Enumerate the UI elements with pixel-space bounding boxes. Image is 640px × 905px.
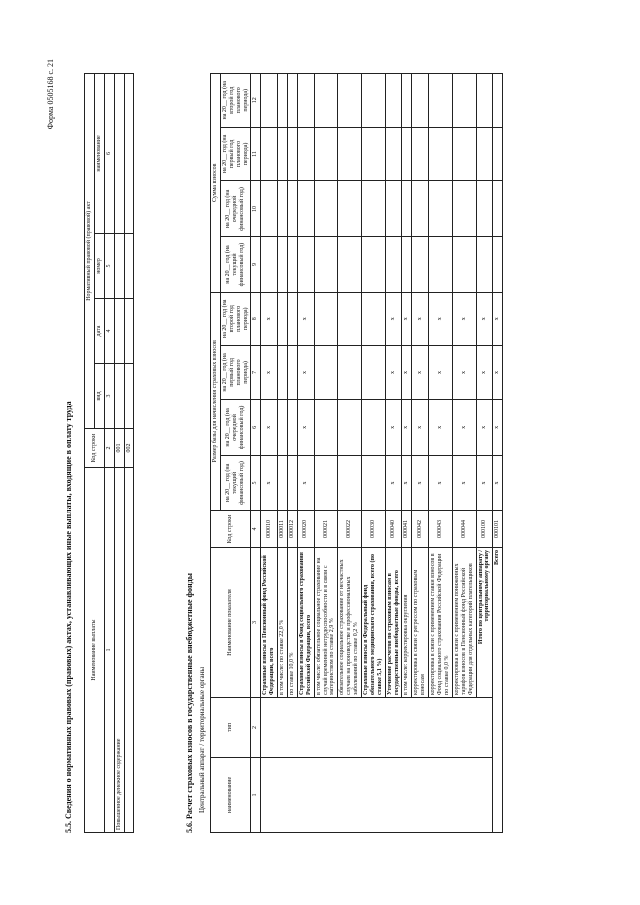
dash-mark: x (261, 292, 278, 345)
period-current: на 20__ год (на текущий финансовый год) (220, 237, 251, 292)
section-5-6-title: 5.6. Расчет страховых взносов в государственные внебюджетные фонды (185, 572, 194, 833)
dash-mark: x (452, 399, 476, 455)
dash-mark: x (452, 345, 476, 399)
row-code: 000040 (385, 510, 402, 547)
colnum-6: 6 (104, 73, 114, 233)
row-code: 000020 (297, 510, 314, 547)
row-label: Уточнение расчетов по страховым взносам в государственные внебюджетные фонды, всего (385, 547, 402, 697)
row-code: 000021 (314, 510, 338, 547)
dash-mark: x (297, 292, 314, 345)
row-code: 000030 (362, 510, 386, 547)
section-5-5-title: 5.5. Сведения о нормативных правовых (правовых) актах, устанавливающих иные выплаты, входящие в оплату труда (64, 400, 73, 833)
period-first: на 20__ год (на первый год планового периода) (220, 345, 251, 399)
table-row (493, 73, 503, 832)
dash-mark: x (297, 455, 314, 510)
row-code: 000101 (493, 510, 503, 547)
dash-mark: x (452, 455, 476, 510)
dash-mark: x (493, 399, 503, 455)
dash-mark: x (297, 399, 314, 455)
insurance-contributions-table (210, 73, 503, 833)
colnum-5: 5 (251, 455, 261, 510)
row-label: Всего (493, 547, 503, 832)
colnum-7: 7 (251, 345, 261, 399)
col-naim-header: наименование (211, 757, 251, 832)
colnum-5: 5 (104, 233, 114, 298)
row-code: 000012 (288, 510, 298, 547)
dash-mark: x (402, 399, 412, 455)
col-number-header: номер (94, 233, 104, 298)
row-code: 000100 (476, 510, 493, 547)
colnum-3: 3 (104, 363, 114, 428)
row-label: в том числе: обязательное социальное страхование на случай временной нетрудоспособности и в связи с материнством по ставке 2,9 % (314, 547, 338, 697)
dash-mark: x (476, 292, 493, 345)
period-next: на 20__ год (на очередной финансовый год) (220, 180, 251, 236)
dash-mark: x (412, 399, 429, 455)
row-code: 000022 (338, 510, 362, 547)
colnum-2: 2 (251, 697, 261, 757)
dash-mark: x (429, 292, 453, 345)
dash-mark: x (402, 345, 412, 399)
rotated-document-page (40, 53, 600, 853)
colnum-6: 6 (251, 399, 261, 455)
col-act-header: Нормативный правовой (правовой) акт (85, 73, 95, 428)
dash-mark: x (429, 455, 453, 510)
dash-mark: x (261, 455, 278, 510)
dash-mark: x (476, 455, 493, 510)
row-label: Страховые взносы в Пенсионный фонд Российской Федерации, всего (261, 547, 278, 697)
colnum-12: 12 (251, 73, 261, 127)
col-sum-header: Сумма взносов (211, 73, 221, 292)
row-code: 000042 (412, 510, 429, 547)
colnum-3: 3 (251, 547, 261, 697)
row-label: Страховые взносы в Федеральный фонд обязательного медицинского страхования, всего (по ставке 5,1 %) (362, 547, 386, 697)
period-second: на 20__ год (на второй год планового периода) (220, 73, 251, 127)
row-label: в том числе: по ставке 22,0 % (278, 547, 288, 697)
row-label: обязательное социальное страхование от несчастных случаев на производстве и профессиональных заболеваний по ставке 0,2 % (338, 547, 362, 697)
dash-mark: x (402, 292, 412, 345)
col-act-name-header: наименование (94, 73, 104, 233)
row-code: 001 (114, 428, 124, 467)
row-code: 002 (124, 428, 134, 467)
row-label: корректировка в связи с регрессом по страховым взносам (412, 547, 429, 697)
col-code-header: Код строки (211, 510, 251, 547)
row-code: 000011 (278, 510, 288, 547)
row-label: корректировка в связи с применением пониженных тарифов взносов в Пенсионный фонд Российской Федерации для отдельных категорий плательщиков (452, 547, 476, 697)
period-second: на 20__ год (на второй год планового периода) (220, 292, 251, 345)
row-label: по ставке 10,0 % (288, 547, 298, 697)
dash-mark: x (261, 399, 278, 455)
row-label: Страховые взносы в Фонд социального страхования Российской Федерации, всего (297, 547, 314, 697)
dash-mark: x (297, 345, 314, 399)
table-row (261, 73, 278, 832)
col-payment-name-header: Наименование выплаты (85, 467, 105, 832)
period-next: на 20__ год (на очередной финансовый год) (220, 399, 251, 455)
colnum-8: 8 (251, 292, 261, 345)
form-code: Форма 0505168 с. 21 (46, 58, 55, 129)
dash-mark: x (412, 292, 429, 345)
col-type-header: тип (211, 697, 251, 757)
colnum-4: 4 (251, 510, 261, 547)
dash-mark: x (385, 399, 402, 455)
row-label: корректировка в связи с применением ставки взносов в Фонд социального страхования Российской Федерации по ставке 0,0 % (429, 547, 453, 697)
dash-mark: x (385, 455, 402, 510)
dash-mark: x (429, 345, 453, 399)
payment-name: Повышенное денежное содержание (114, 467, 124, 832)
colnum-1: 1 (104, 467, 114, 832)
dash-mark: x (412, 455, 429, 510)
colnum-9: 9 (251, 237, 261, 292)
normative-acts-table (84, 73, 134, 833)
dash-mark: x (452, 292, 476, 345)
colnum-2: 2 (104, 428, 114, 467)
period-current: на 20__ год (на текущий финансовый год) (220, 455, 251, 510)
row-label: в том числе: корректировка округления (402, 547, 412, 697)
colnum-10: 10 (251, 180, 261, 236)
dash-mark: x (476, 345, 493, 399)
colnum-4: 4 (104, 298, 114, 363)
row-code: 000041 (402, 510, 412, 547)
dash-mark: x (493, 455, 503, 510)
col-date-header: дата (94, 298, 104, 363)
dash-mark: x (385, 345, 402, 399)
dash-mark: x (261, 345, 278, 399)
dash-mark: x (385, 292, 402, 345)
colnum-11: 11 (251, 127, 261, 181)
col-base-header: Размер базы для начисления страховых взносов (211, 292, 221, 510)
section-5-6-subtitle: Центральный аппарат / территориальные органы (198, 666, 206, 813)
col-code-header: Код строки (85, 428, 105, 467)
table-row (124, 73, 134, 832)
period-first: на 20__ год (на первый год планового периода) (220, 127, 251, 181)
col-kind-header: вид (94, 363, 104, 428)
row-code: 000043 (429, 510, 453, 547)
colnum-1: 1 (251, 757, 261, 832)
row-code: 000010 (261, 510, 278, 547)
dash-mark: x (429, 399, 453, 455)
dash-mark: x (476, 399, 493, 455)
dash-mark: x (402, 455, 412, 510)
dash-mark: x (493, 345, 503, 399)
row-code: 000044 (452, 510, 476, 547)
col-indicator-header: Наименование показателя (211, 547, 251, 697)
dash-mark: x (412, 345, 429, 399)
table-row (114, 73, 124, 832)
dash-mark: x (493, 292, 503, 345)
row-label: Итого по центральному аппарату / территориальному органу (476, 547, 493, 697)
